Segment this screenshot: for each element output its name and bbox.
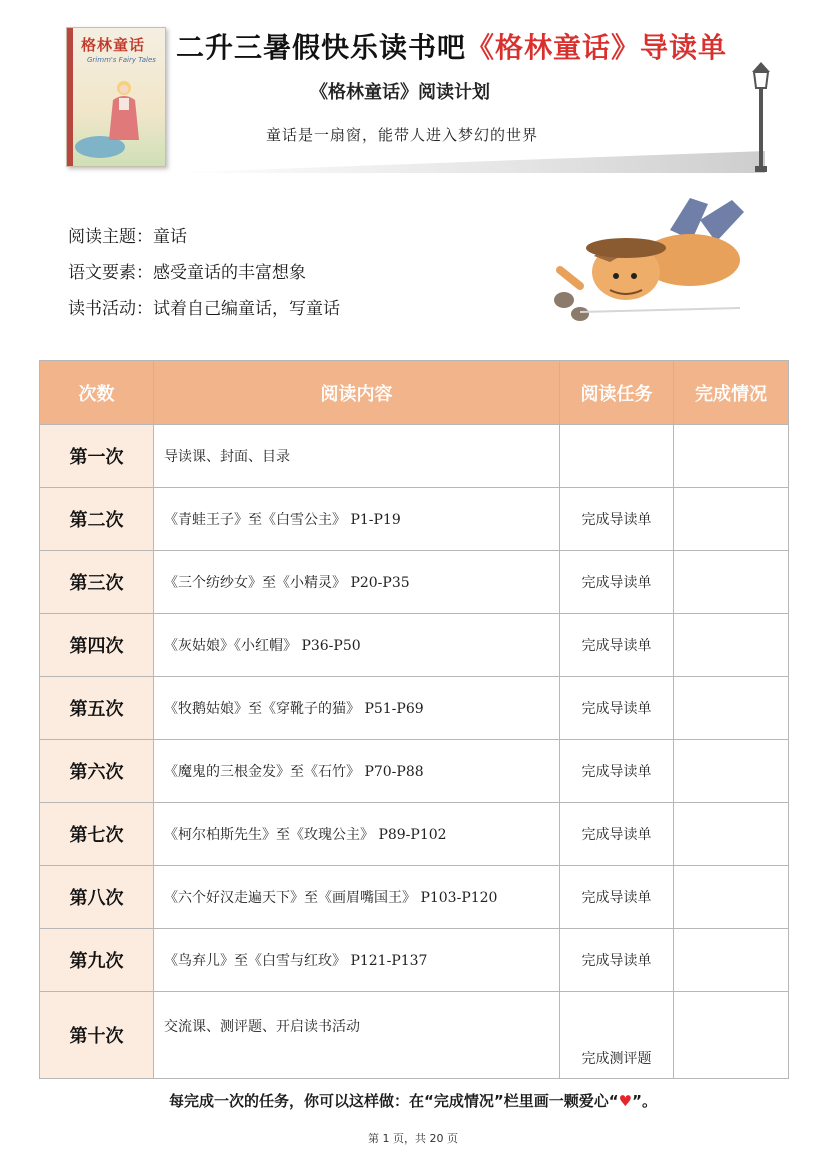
book-spine [67, 28, 73, 166]
row-number: 第十次 [40, 992, 154, 1079]
row-task: 完成导读单 [560, 803, 674, 866]
table-row [40, 803, 789, 866]
title-prefix: 二升三暑假快乐读书吧 [176, 31, 467, 64]
table-row [40, 488, 789, 551]
row-content: 《鸟弃儿》至《白雪与红玫》 P121-P137 [154, 929, 560, 992]
row-task: 完成导读单 [560, 740, 674, 803]
row-number: 第四次 [40, 614, 154, 677]
page-subtitle: 《格林童话》阅读计划 [310, 82, 490, 103]
row-content: 《青蛙王子》至《白雪公主》 P1-P19 [154, 488, 560, 551]
row-number: 第七次 [40, 803, 154, 866]
header-divider [165, 151, 765, 173]
row-task: 完成导读单 [560, 614, 674, 677]
slogan: 童话是一扇窗，能带人进入梦幻的世界 [266, 126, 539, 144]
table-row [40, 551, 789, 614]
row-content: 《三个纺纱女》至《小精灵》 P20-P35 [154, 551, 560, 614]
row-task: 完成导读单 [560, 488, 674, 551]
page-number: 第 1 页，共 20 页 [368, 1132, 458, 1145]
table-row [40, 677, 789, 740]
page-title [176, 26, 727, 66]
cat-illustration [540, 190, 752, 332]
row-task: 完成导读单 [560, 677, 674, 740]
row-status-cell[interactable] [674, 740, 789, 803]
row-status-cell[interactable] [674, 866, 789, 929]
header-task: 阅读任务 [560, 361, 674, 425]
table-row [40, 614, 789, 677]
row-task [560, 425, 674, 488]
row-content: 《魔鬼的三根金发》至《石竹》 P70-P88 [154, 740, 560, 803]
row-number: 第八次 [40, 866, 154, 929]
row-status-cell[interactable] [674, 614, 789, 677]
table-row [40, 866, 789, 929]
book-cover-image [66, 27, 166, 167]
row-task: 完成导读单 [560, 866, 674, 929]
row-number: 第二次 [40, 488, 154, 551]
row-status-cell[interactable] [674, 803, 789, 866]
footer-note-before: 每完成一次的任务，你可以这样做：在“完成情况”栏里画一颗爱心“ [169, 1092, 619, 1110]
reading-theme: 阅读主题：童话 [68, 227, 187, 247]
row-number: 第五次 [40, 677, 154, 740]
row-task: 完成测评题 [560, 992, 674, 1079]
title-highlight: 《格林童话》导读单 [466, 31, 728, 64]
header-status: 完成情况 [674, 361, 789, 425]
book-cover-title: 格林童话 [81, 36, 146, 54]
row-content: 导读课、封面、目录 [154, 425, 560, 488]
row-status-cell[interactable] [674, 677, 789, 740]
header-content: 阅读内容 [154, 361, 560, 425]
street-lamp-icon [744, 58, 778, 178]
row-status-cell[interactable] [674, 488, 789, 551]
row-status-cell[interactable] [674, 992, 789, 1079]
row-number: 第一次 [40, 425, 154, 488]
row-content: 《柯尔柏斯先生》至《玫瑰公主》 P89-P102 [154, 803, 560, 866]
row-number: 第九次 [40, 929, 154, 992]
row-content: 《灰姑娘》《小红帽》 P36-P50 [154, 614, 560, 677]
table-header-row [40, 361, 789, 425]
row-number: 第三次 [40, 551, 154, 614]
heart-icon: ♥ [618, 1092, 633, 1110]
row-status-cell[interactable] [674, 929, 789, 992]
row-task: 完成导读单 [560, 551, 674, 614]
table-row [40, 929, 789, 992]
reading-plan-table [39, 360, 789, 1079]
row-number: 第六次 [40, 740, 154, 803]
row-status-cell[interactable] [674, 425, 789, 488]
table-row [40, 740, 789, 803]
row-task: 完成导读单 [560, 929, 674, 992]
book-cover-subtitle: Grimm's Fairy Tales [87, 56, 156, 64]
row-content: 《牧鹅姑娘》至《穿靴子的猫》 P51-P69 [154, 677, 560, 740]
girl-illustration [107, 78, 141, 144]
table-row [40, 425, 789, 488]
footer-note-after: ”。 [632, 1092, 657, 1110]
row-content: 《六个好汉走遍天下》至《画眉嘴国王》 P103-P120 [154, 866, 560, 929]
language-element: 语文要素：感受童话的丰富想象 [68, 263, 306, 283]
reading-activity: 读书活动：试着自己编童话，写童话 [68, 299, 340, 319]
row-status-cell[interactable] [674, 551, 789, 614]
footer-instruction [0, 1090, 826, 1111]
row-content: 交流课、测评题、开启读书活动 [154, 992, 560, 1079]
header-count: 次数 [40, 361, 154, 425]
table-row [40, 992, 789, 1079]
